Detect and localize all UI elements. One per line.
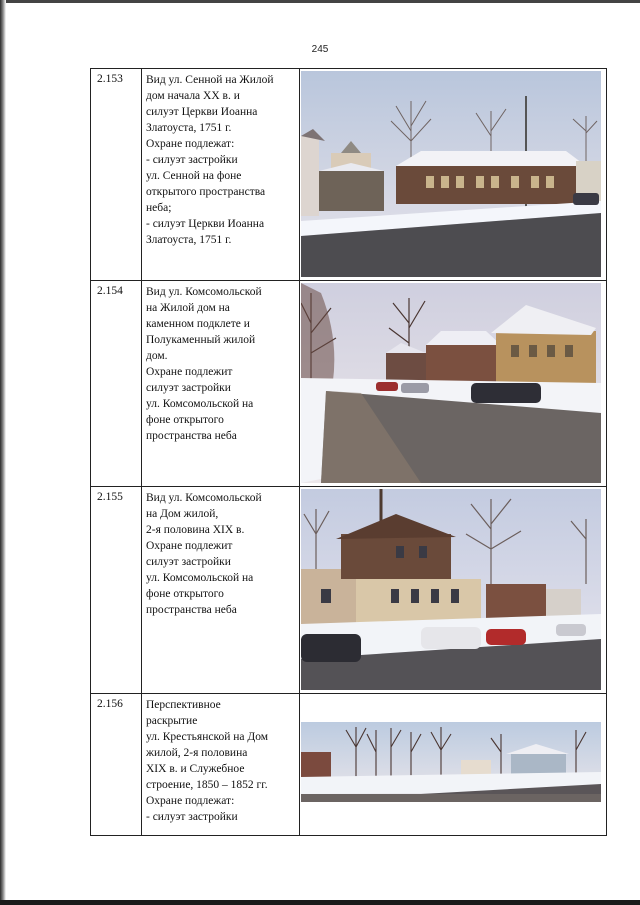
desc-line: на Дом жилой, [146,508,219,520]
desc-line: открытого пространства [146,186,266,198]
panorama-photo-krestyanskaya [301,722,601,802]
monument-table [90,68,607,836]
scan-left-edge [0,0,6,905]
desc-line: Охране подлежит [146,540,233,552]
scan-bottom-edge [0,900,640,905]
desc-line: XIX в. и Служебное [146,763,245,775]
table-row [91,69,607,281]
desc-line: - силуэт застройки [146,154,238,166]
desc-line: дом начала XX в. и [146,90,240,102]
desc-line: - силуэт Церкви Иоанна [146,218,265,230]
desc-line: ул. Комсомольской на [146,398,254,410]
row-description [142,281,300,487]
table-row [91,281,607,487]
desc-line: Вид ул. Комсомольской [146,286,262,298]
desc-line: Полукаменный жилой [146,334,256,346]
desc-line: пространства неба [146,604,237,616]
scan-top-edge [0,0,640,3]
row-description [142,487,300,694]
row-number: 2.153 [91,69,142,281]
desc-line: фоне открытого [146,414,224,426]
desc-line: пространства неба [146,430,237,442]
desc-line: Перспективное [146,699,221,711]
desc-line: на Жилой дом на [146,302,230,314]
photo-cell [300,487,607,694]
row-number: 2.156 [91,694,142,836]
desc-line: силуэт Церкви Иоанна [146,106,258,118]
row-description [142,69,300,281]
desc-line: неба; [146,202,172,214]
desc-line: жилой, 2-я половина [146,747,248,759]
photo-cell [300,694,607,836]
table-row [91,694,607,836]
page-number: 245 [311,44,329,55]
desc-line: - силуэт застройки [146,811,238,823]
desc-line: ул. Крестьянской на Дом [146,731,269,743]
desc-line: Вид ул. Сенной на Жилой [146,74,274,86]
desc-line: силуэт застройки [146,556,231,568]
desc-line: фоне открытого [146,588,224,600]
street-photo-komsomolskaya-2 [301,489,601,690]
desc-line: Охране подлежат: [146,795,235,807]
desc-line: силуэт застройки [146,382,231,394]
photo-cell [300,281,607,487]
desc-line: 2-я половина XIX в. [146,524,245,536]
desc-line: Охране подлежит [146,366,233,378]
desc-line: Вид ул. Комсомольской [146,492,262,504]
photo-cell [300,69,607,281]
desc-line: каменном подклете и [146,318,250,330]
desc-line: строение, 1850 – 1852 гг. [146,779,268,791]
desc-line: Охране подлежат: [146,138,235,150]
desc-line: Златоуста, 1751 г. [146,234,232,246]
desc-line: дом. [146,350,168,362]
street-photo-komsomolskaya-1 [301,283,601,483]
row-number: 2.154 [91,281,142,487]
street-photo-senaya [301,71,601,277]
desc-line: Златоуста, 1751 г. [146,122,232,134]
table-row [91,487,607,694]
desc-line: ул. Комсомольской на [146,572,254,584]
desc-line: раскрытие [146,715,198,727]
row-number: 2.155 [91,487,142,694]
desc-line: ул. Сенной на фоне [146,170,242,182]
row-description [142,694,300,836]
